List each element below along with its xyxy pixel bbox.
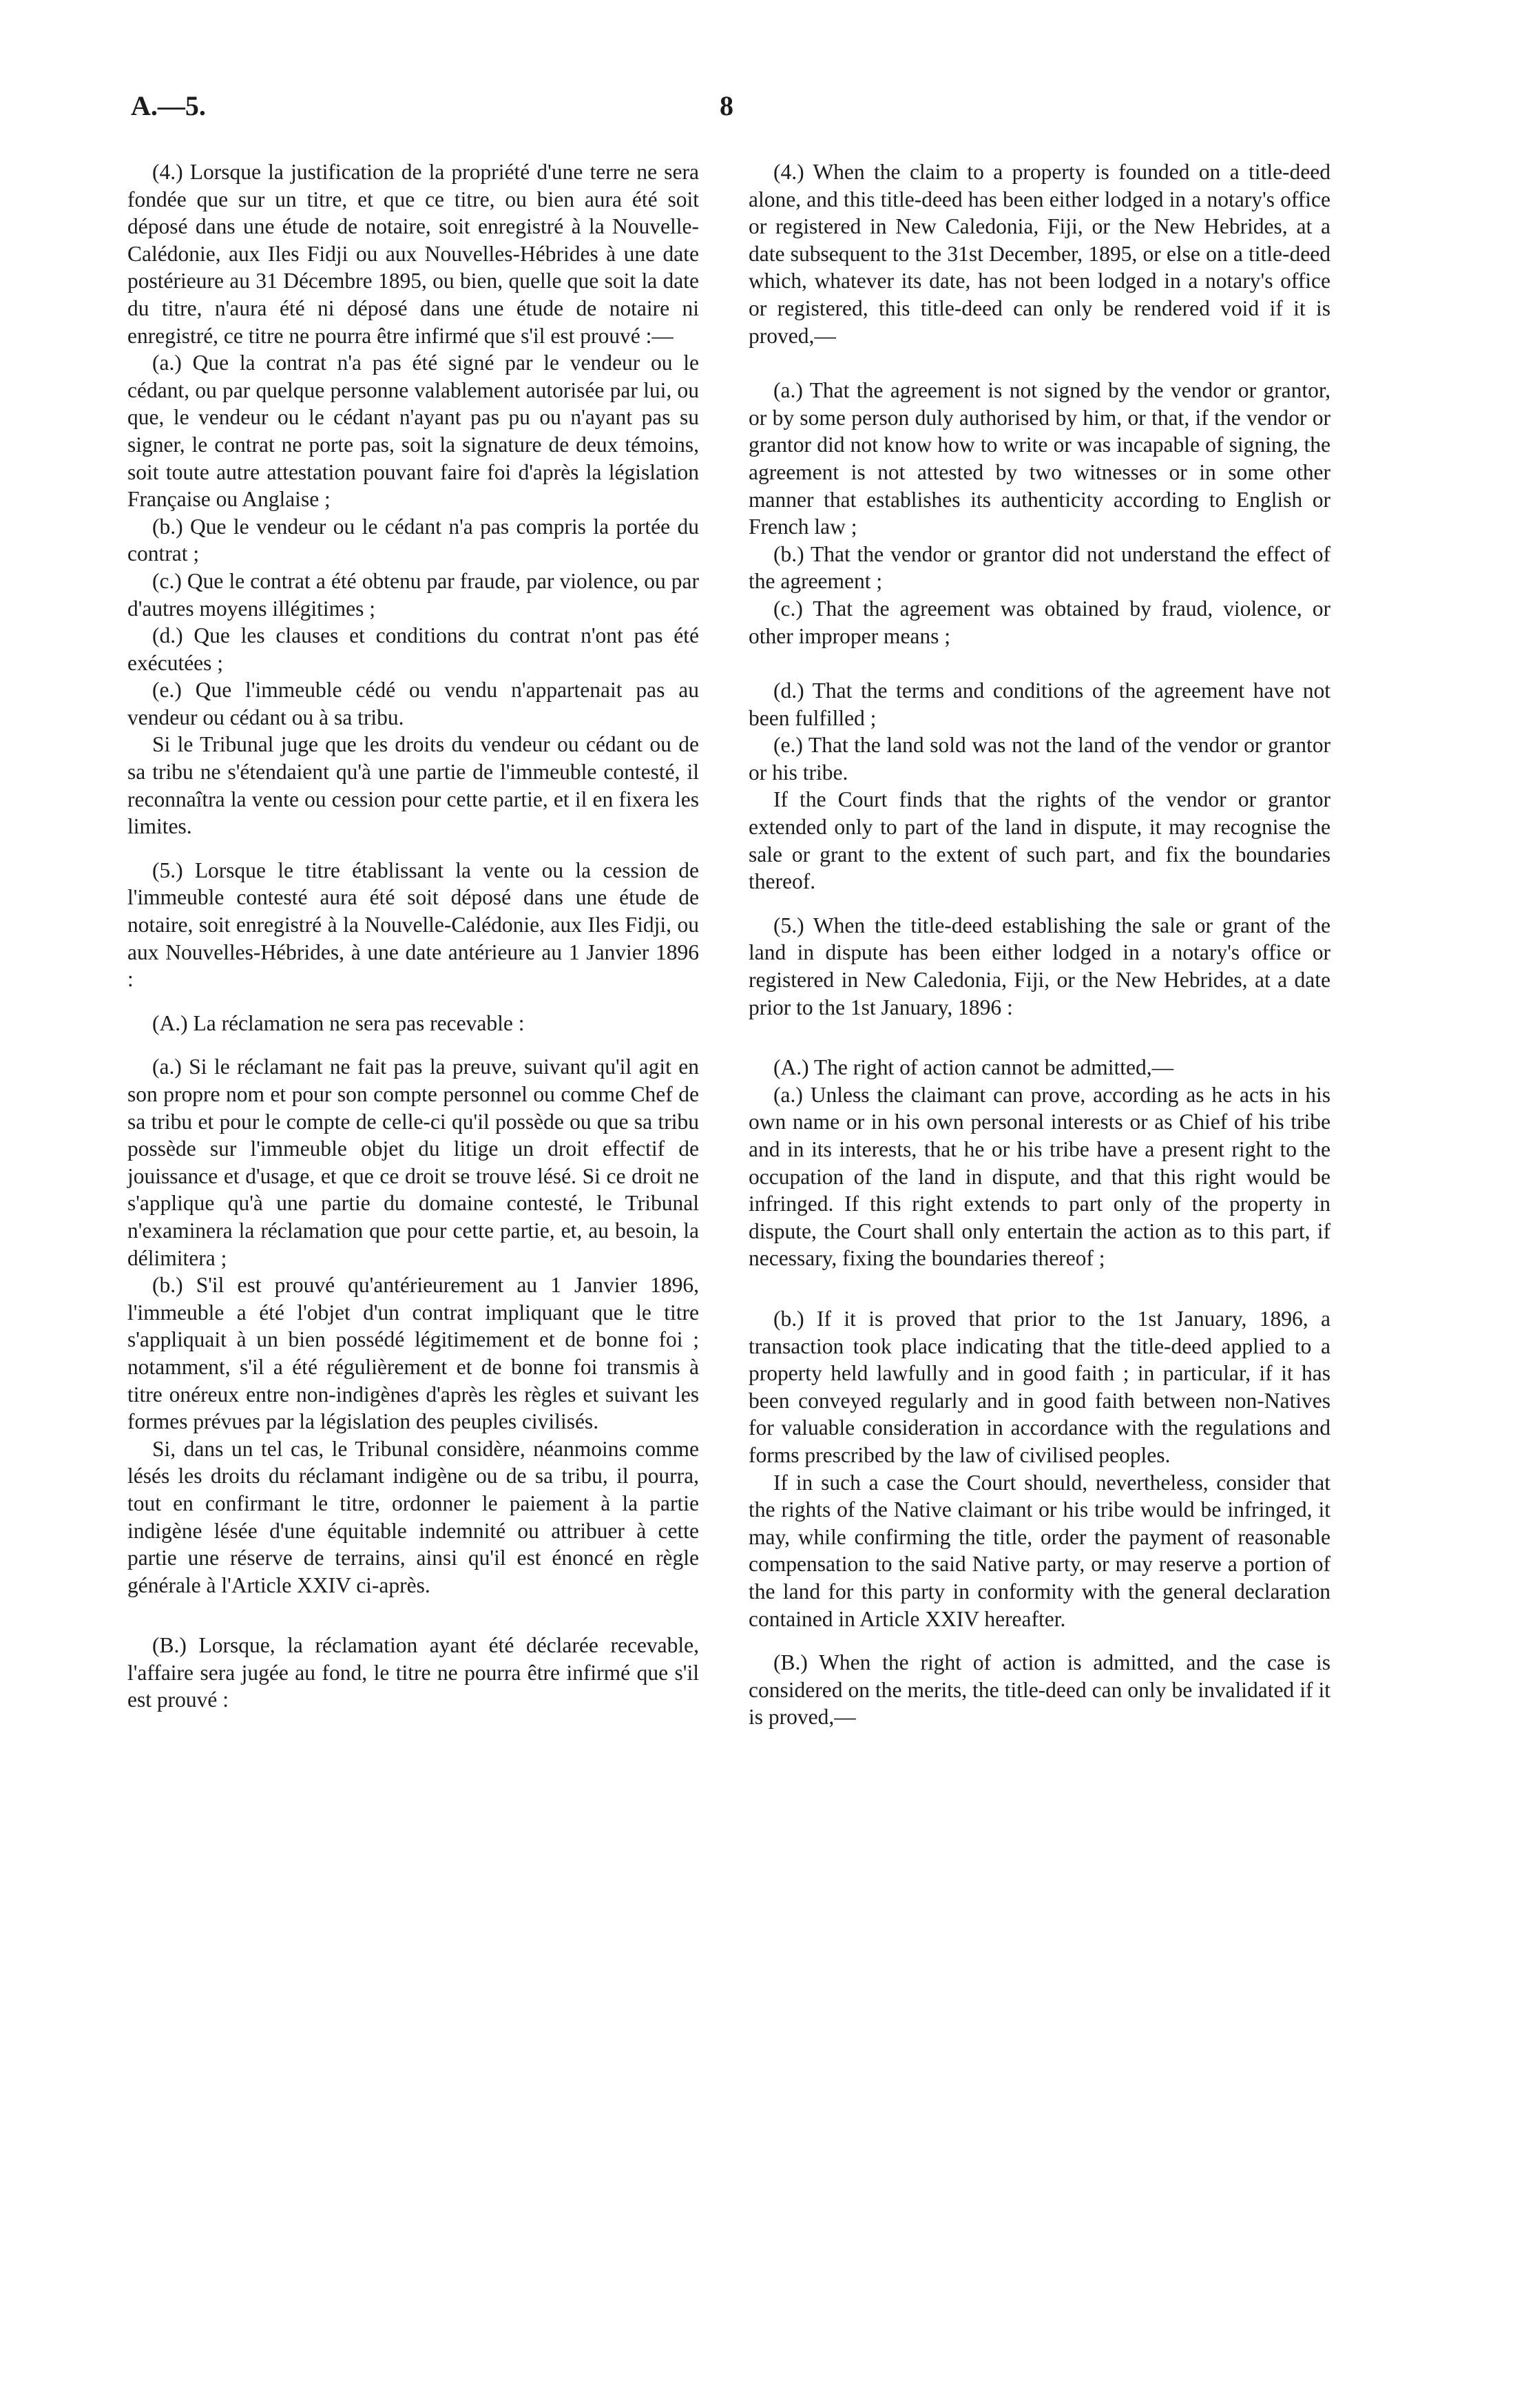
en-paragraph-5: (5.) When the title-deed establishing the sale or grant of the land in dispute has been either lodged in a notary's office or registered in New Caledonia, Fiji, or the New Hebrides, at a date prior to the 1st January, 1896 : bbox=[749, 913, 1331, 1019]
fr-clause-a: (a.) Que la contrat n'a pas été signé par le vendeur ou le cédant, ou par quelque personne valablement autorisée par lui, ou que, le vendeur ou le cédant n'ayant pas pu ou n'ayant pas su signer, le contrat ne porte pas, soit la signature de deux témoins, soit toute autre attestation pouvant faire foi d'après la législation Française ou Anglaise ; bbox=[127, 351, 699, 512]
fr-clause-c: (c.) Que le contrat a été obtenu par fraude, par violence, ou par d'autres moyens illégitimes ; bbox=[127, 568, 699, 621]
fr-section-b: (B.) Lorsque, la réclamation ayant été déclarée recevable, l'affaire sera jugée au fond, le titre ne pourra être infirmé que s'il est prouvé : bbox=[127, 1633, 699, 1712]
en-section-a: (A.) The right of action cannot be admitted,— bbox=[773, 1055, 1174, 1080]
fr-paragraph-5: (5.) Lorsque le titre établissant la vente ou la cession de l'immeuble contesté aura été soit déposé dans une étude de notaire, soit enregistré à la Nouvelle-Calédonie, aux Iles Fidji, ou aux Nouvelles-Hébrides, à une date antérieure au 1 Janvier 1896 : bbox=[127, 858, 699, 992]
english-column bbox=[749, 158, 1331, 1731]
fr-clause-d: (d.) Que les clauses et conditions du contrat n'ont pas été exécutées ; bbox=[127, 623, 699, 675]
fr-section-a: (A.) La réclamation ne sera pas recevable : bbox=[152, 1010, 525, 1035]
en-clause-a: (a.) That the agreement is not signed by the vendor or grantor, or by some person duly authorised by him, or that, if the vendor or grantor did not know how to write or was incapable of signing, the agreement is not attested by two witnesses or in some other manner that establishes its authenticity according to English or French law ; bbox=[749, 378, 1331, 539]
en-section-a-clause-a: (a.) Unless the claimant can prove, according as he acts in his own name or in his own personal interests or as Chief of his tribe and in its interests, that he or his tribe have a present right to the occupation of the land in dispute, and that this right would be infringed. If this right extends to part only of the property in dispute, the Court shall only entertain the action as to this part, if necessary, fixing the boundaries thereof ; bbox=[749, 1082, 1331, 1271]
en-clause-d: (d.) That the terms and conditions of the agreement have not been fulfilled ; bbox=[749, 678, 1331, 730]
fr-clause-b: (b.) Que le vendeur ou le cédant n'a pas compris la portée du contrat ; bbox=[127, 514, 699, 566]
page-number: 8 bbox=[720, 90, 733, 121]
en-clause-c: (c.) That the agreement was obtained by fraud, violence, or other improper means ; bbox=[749, 596, 1331, 648]
french-column bbox=[127, 158, 699, 1714]
fr-compensation: Si, dans un tel cas, le Tribunal considère, néanmoins comme lésés les droits du réclamant indigène ou de sa tribu, il pourra, tout en confirmant le titre, ordonner le paiement à la partie indigène lésée d'une équitable indemnité ou attribuer à cette partie une réserve de terrains, ainsi qu'il est énoncé en règle générale à l'Article XXIV ci-après. bbox=[127, 1436, 699, 1597]
fr-paragraph-4: (4.) Lorsque la justification de la propriété d'une terre ne sera fondée que sur un titre, et que ce titre, ou bien aura été soit déposé dans une étude de notaire, soit enregistré à la Nouvelle-Calédonie, aux Iles Fidji ou aux Nouvelles-Hébrides à une date postérieure au 31 Décembre 1895, ou bien, quelle que soit la date du titre, n'aura été ni déposé dans une étude de notaire ni enregistré, ce titre ne pourra être infirmé que s'il est prouvé :— bbox=[127, 160, 699, 348]
fr-section-a-clause-b: (b.) S'il est prouvé qu'antérieurement au 1 Janvier 1896, l'immeuble a été l'objet d'un contrat impliquant que le titre s'appliquait à un bien possédé légitimement et de bonne foi ; notamment, s'il a été régulièrement et de bonne foi transmis à titre onéreux entre non-indigènes d'après les règles et suivant les formes prévues par la législation des peuples civilisés. bbox=[127, 1273, 699, 1434]
en-clause-b: (b.) That the vendor or grantor did not understand the effect of the agreement ; bbox=[749, 541, 1331, 594]
en-compensation: If in such a case the Court should, nevertheless, consider that the rights of the Native claimant or his tribe would be infringed, it may, while confirming the title, order the payment of reasonable compensation to the said Native party, or may reserve a portion of the land for this party in conformity with the general declaration contained in Article XXIV hereafter. bbox=[749, 1470, 1331, 1631]
document-code: A.—5. bbox=[131, 90, 206, 121]
page-header bbox=[131, 90, 1439, 138]
fr-section-a-clause-a: (a.) Si le réclamant ne fait pas la preuve, suivant qu'il agit en son propre nom et pour son compte personnel ou comme Chef de sa tribu et pour le compte de celle-ci qu'il possède ou que sa tribu possède sur l'immeuble objet du litige un droit effectif de jouissance et d'usage, et que ce droit se trouve lésé. Si ce droit ne s'applique qu'à une partie du domaine contesté, le Tribunal n'examinera la réclamation que pour cette partie, et, au besoin, la délimitera ; bbox=[127, 1055, 699, 1270]
en-section-b: (B.) When the right of action is admitted, and the case is considered on the merits, the title-deed can only be invalidated if it is proved,— bbox=[749, 1650, 1331, 1730]
fr-clause-e: (e.) Que l'immeuble cédé ou vendu n'appartenait pas au vendeur ou cédant ou à sa tribu. bbox=[127, 678, 699, 729]
en-section-a-clause-b: (b.) If it is proved that prior to the 1st January, 1896, a transaction took place indicating that the title-deed applied to a property held lawfully and in good faith ; in particular, if it has been conveyed regularly and in good faith between non-Natives for valuable consideration in accordance with the regulations and forms prescribed by the law of civilised peoples. bbox=[749, 1306, 1331, 1467]
en-partial-rights: If the Court finds that the rights of the vendor or grantor extended only to part of the land in dispute, it may recognise the sale or grant to the extent of such part, and fix the boundaries thereof. bbox=[749, 787, 1331, 894]
fr-partial-rights: Si le Tribunal juge que les droits du vendeur ou cédant ou de sa tribu ne s'étendaient qu'à une partie de l'immeuble contesté, il reconnaîtra la vente ou cession pour cette partie, et il en fixera les limites. bbox=[127, 732, 699, 839]
en-paragraph-4: (4.) When the claim to a property is founded on a title-deed alone, and this title-deed has been either lodged in a notary's office or registered in New Caledonia, Fiji, or the New Hebrides, at a date subsequent to the 31st December, 1895, or else on a title-deed which, whatever its date, has not been lodged in a notary's office or registered, this title-deed can only be rendered void if it is proved,— bbox=[749, 160, 1331, 348]
en-clause-e: (e.) That the land sold was not the land of the vendor or grantor or his tribe. bbox=[749, 733, 1331, 785]
